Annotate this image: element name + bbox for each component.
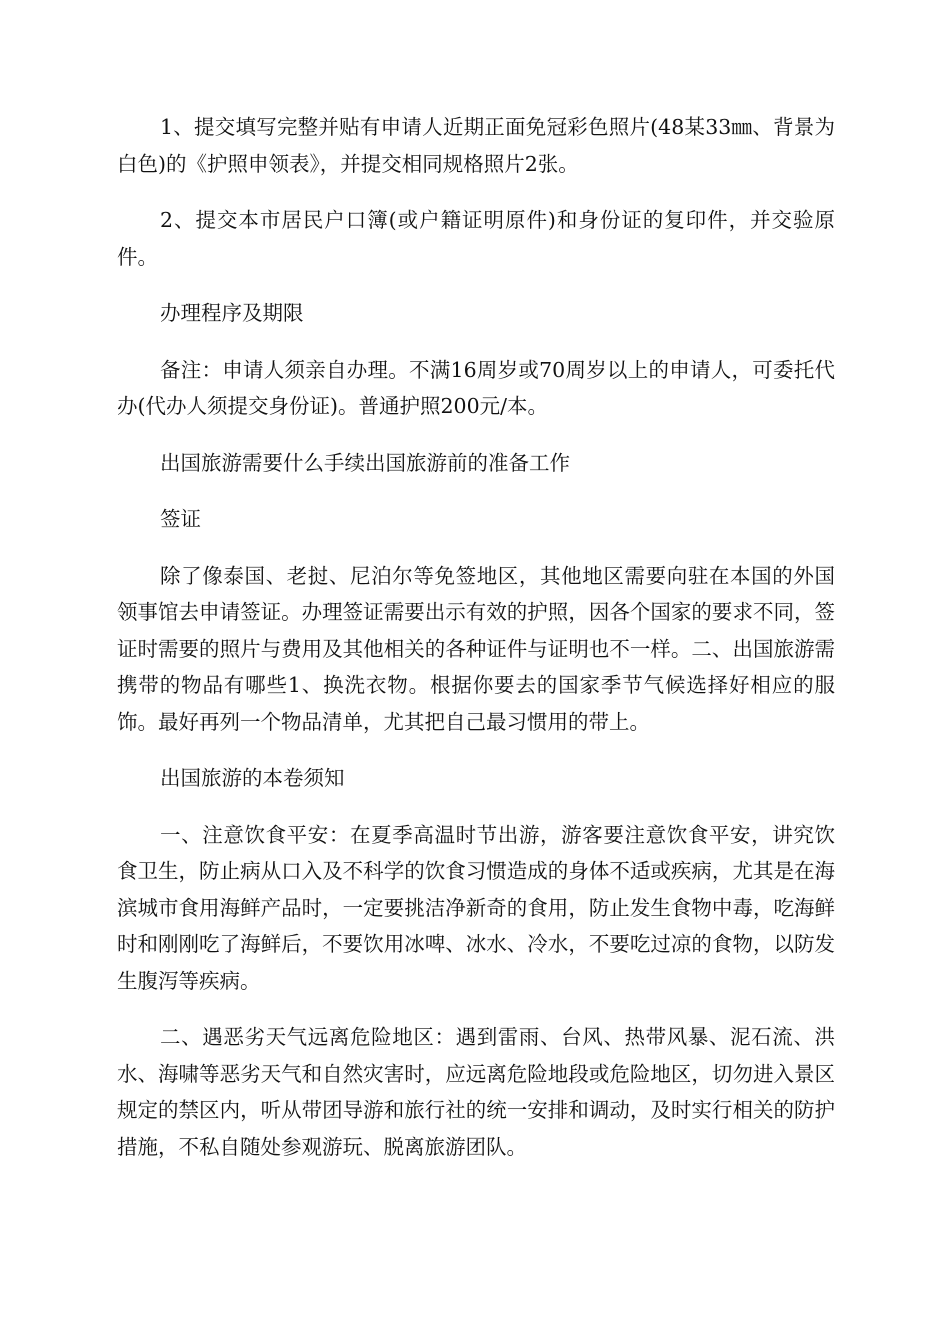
paragraph-visa-details: 除了像泰国、老挝、尼泊尔等免签地区，其他地区需要向驻在本国的外国领事馆去申请签证。办理签证需要出示有效的护照，因各个国家的要求不同，签证时需要的照片与费用及其他相关的各种证件与证明也不一样。二、出国旅游需携带的物品有哪些1、换洗衣物。根据你要去的国家季节气候选择好相应的服饰。最好再列一个物品清单，尤其把自己最习惯用的带上。	[117, 563, 835, 734]
paragraph-bad-weather: 二、遇恶劣天气远离危险地区：遇到雷雨、台风、热带风暴、泥石流、洪水、海啸等恶劣天气和自然灾害时，应远离危险地段或危险地区，切勿进入景区规定的禁区内，听从带团导游和旅行社的统一安排和调动，及时实行相关的防护措施，不私自随处参观游玩、脱离旅游团队。	[117, 1025, 835, 1159]
paragraph-food-safety: 一、注意饮食平安：在夏季高温时节出游，游客要注意饮食平安，讲究饮食卫生，防止病从口入及不科学的饮食习惯造成的身体不适或疾病，尤其是在海滨城市食用海鲜产品时，一定要挑洁净新奇的食用，防止发生食物中毒，吃海鲜时和刚刚吃了海鲜后，不要饮用冰啤、冰水、冷水，不要吃过凉的食物，以防发生腹泻等疾病。	[117, 822, 835, 993]
paragraph-remarks: 备注：申请人须亲自办理。不满16周岁或70周岁以上的申请人，可委托代办(代办人须提交身份证)。普通护照200元/本。	[117, 357, 835, 418]
document-body	[117, 109, 835, 1185]
paragraph-passport-form: 1、提交填写完整并贴有申请人近期正面免冠彩色照片(48某33㎜、背景为白色)的《护照申领表》，并提交相同规格照片2张。	[117, 115, 835, 176]
heading-visa: 签证	[160, 507, 201, 531]
heading-travel-notes: 出国旅游的本卷须知	[160, 766, 345, 790]
heading-travel-preparation: 出国旅游需要什么手续出国旅游前的准备工作	[160, 450, 570, 475]
paragraph-household-register: 2、提交本市居民户口簿(或户籍证明原件)和身份证的复印件，并交验原件。	[117, 208, 835, 269]
heading-procedure: 办理程序及期限	[160, 301, 304, 325]
